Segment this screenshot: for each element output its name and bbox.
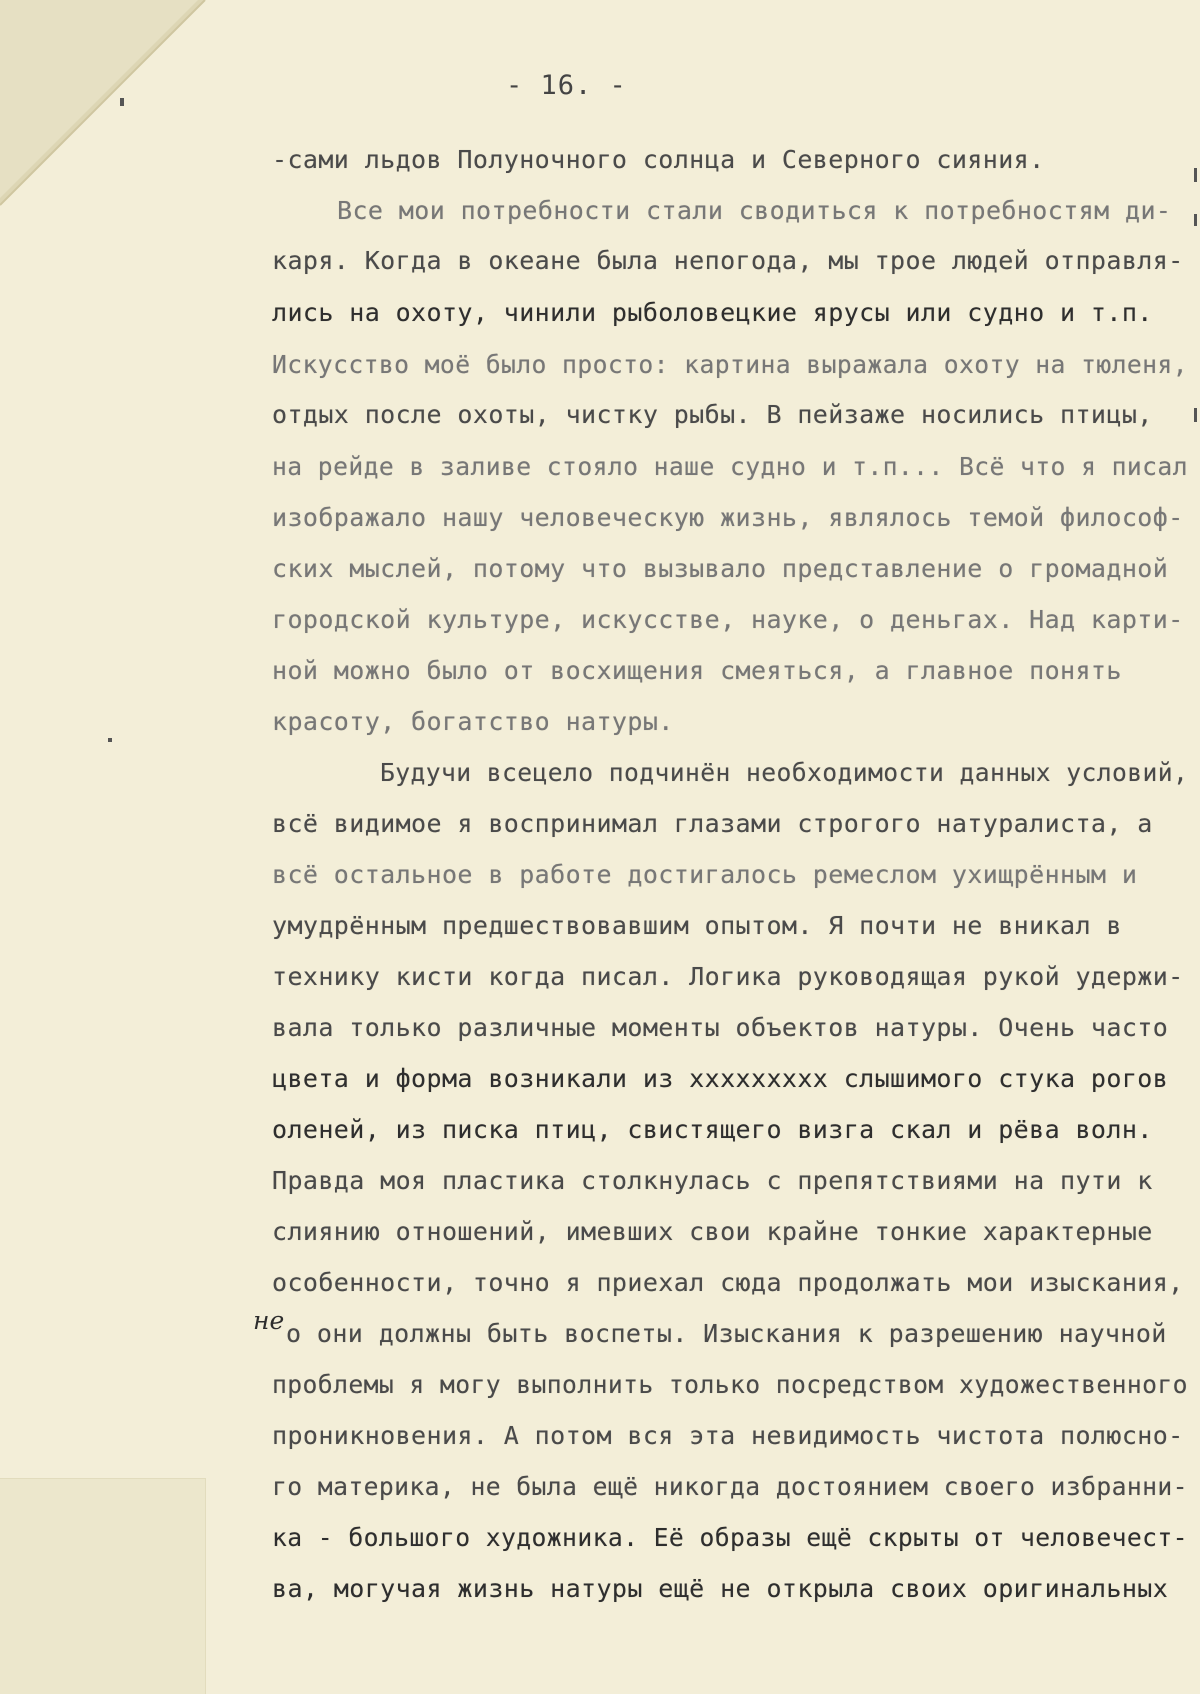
text-line: городской культуре, искусстве, науке, о деньгах. Над карти- [272, 605, 1184, 634]
text-line: всё видимое я воспринимал глазами строгого натуралиста, а [272, 809, 1153, 838]
margin-tick [108, 738, 112, 742]
text-line: Искусство моё было просто: картина выражала охоту на тюленя, [272, 350, 1188, 379]
text-line: каря. Когда в океане была непогода, мы трое людей отправля- [272, 246, 1184, 275]
text-line: проблемы я могу выполнить только посредством художественного [272, 1370, 1188, 1399]
text-line: отдых после охоты, чистку рыбы. В пейзаже носились птицы, [272, 400, 1153, 429]
handwritten-insert: не [253, 1306, 285, 1335]
text-line: слиянию отношений, имевших свои крайне тонкие характерные [272, 1217, 1153, 1246]
text-line: Правда моя пластика столкнулась с препятствиями на пути к [272, 1166, 1153, 1195]
text-line: вала только различные моменты объектов натуры. Очень часто [272, 1013, 1169, 1042]
margin-tick [1194, 408, 1197, 422]
text-line: оленей, из писка птиц, свистящего визга скал и рёва волн. [272, 1115, 1153, 1144]
margin-tick [120, 98, 124, 106]
margin-tick [1194, 168, 1197, 182]
text-line: ских мыслей, потому что вызывало представление о громадной [272, 554, 1169, 583]
text-line: Все мои потребности стали сводиться к потребностям ди- [337, 196, 1172, 225]
text-line: на рейде в заливе стояло наше судно и т.п... Всё что я писал [272, 452, 1188, 481]
text-line: о они должны быть воспеты. Изыскания к разрешению научной [286, 1319, 1167, 1348]
text-line: ной можно было от восхищения смеяться, а главное понять [272, 656, 1122, 685]
text-line: всё остальное в работе достигалось ремеслом ухищрённым и [272, 860, 1138, 889]
paper-backing [0, 1478, 206, 1694]
text-line: красоту, богатство натуры. [272, 707, 674, 736]
text-line: -сами льдов Полуночного солнца и Северного сияния. [272, 145, 1045, 174]
text-line: особенности, точно я приехал сюда продолжать мои изыскания, [272, 1268, 1184, 1297]
margin-tick [1194, 214, 1197, 226]
text-line: технику кисти когда писал. Логика руководящая рукой удержи- [272, 962, 1184, 991]
text-line: ка - большого художника. Её образы ещё скрыты от человечест- [272, 1523, 1188, 1552]
text-line: изображало нашу человеческую жизнь, являлось темой философ- [272, 503, 1184, 532]
text-line: ва, могучая жизнь натуры ещё не открыла своих оригинальных [272, 1574, 1169, 1603]
text-line: лись на охоту, чинили рыболовецкие ярусы или судно и т.п. [272, 298, 1153, 327]
text-line: цвета и форма возникали из ххххххххх слышимого стука рогов [272, 1064, 1169, 1093]
text-line: го материка, не была ещё никогда достоянием своего избранни- [272, 1472, 1188, 1501]
text-line: проникновения. А потом вся эта невидимость чистота полюсно- [272, 1421, 1184, 1450]
text-line: умудрённым предшествовавшим опытом. Я почти не вникал в [272, 911, 1122, 940]
page-number: - 16. - [506, 70, 627, 101]
text-line: Будучи всецело подчинён необходимости данных условий, [380, 758, 1189, 787]
